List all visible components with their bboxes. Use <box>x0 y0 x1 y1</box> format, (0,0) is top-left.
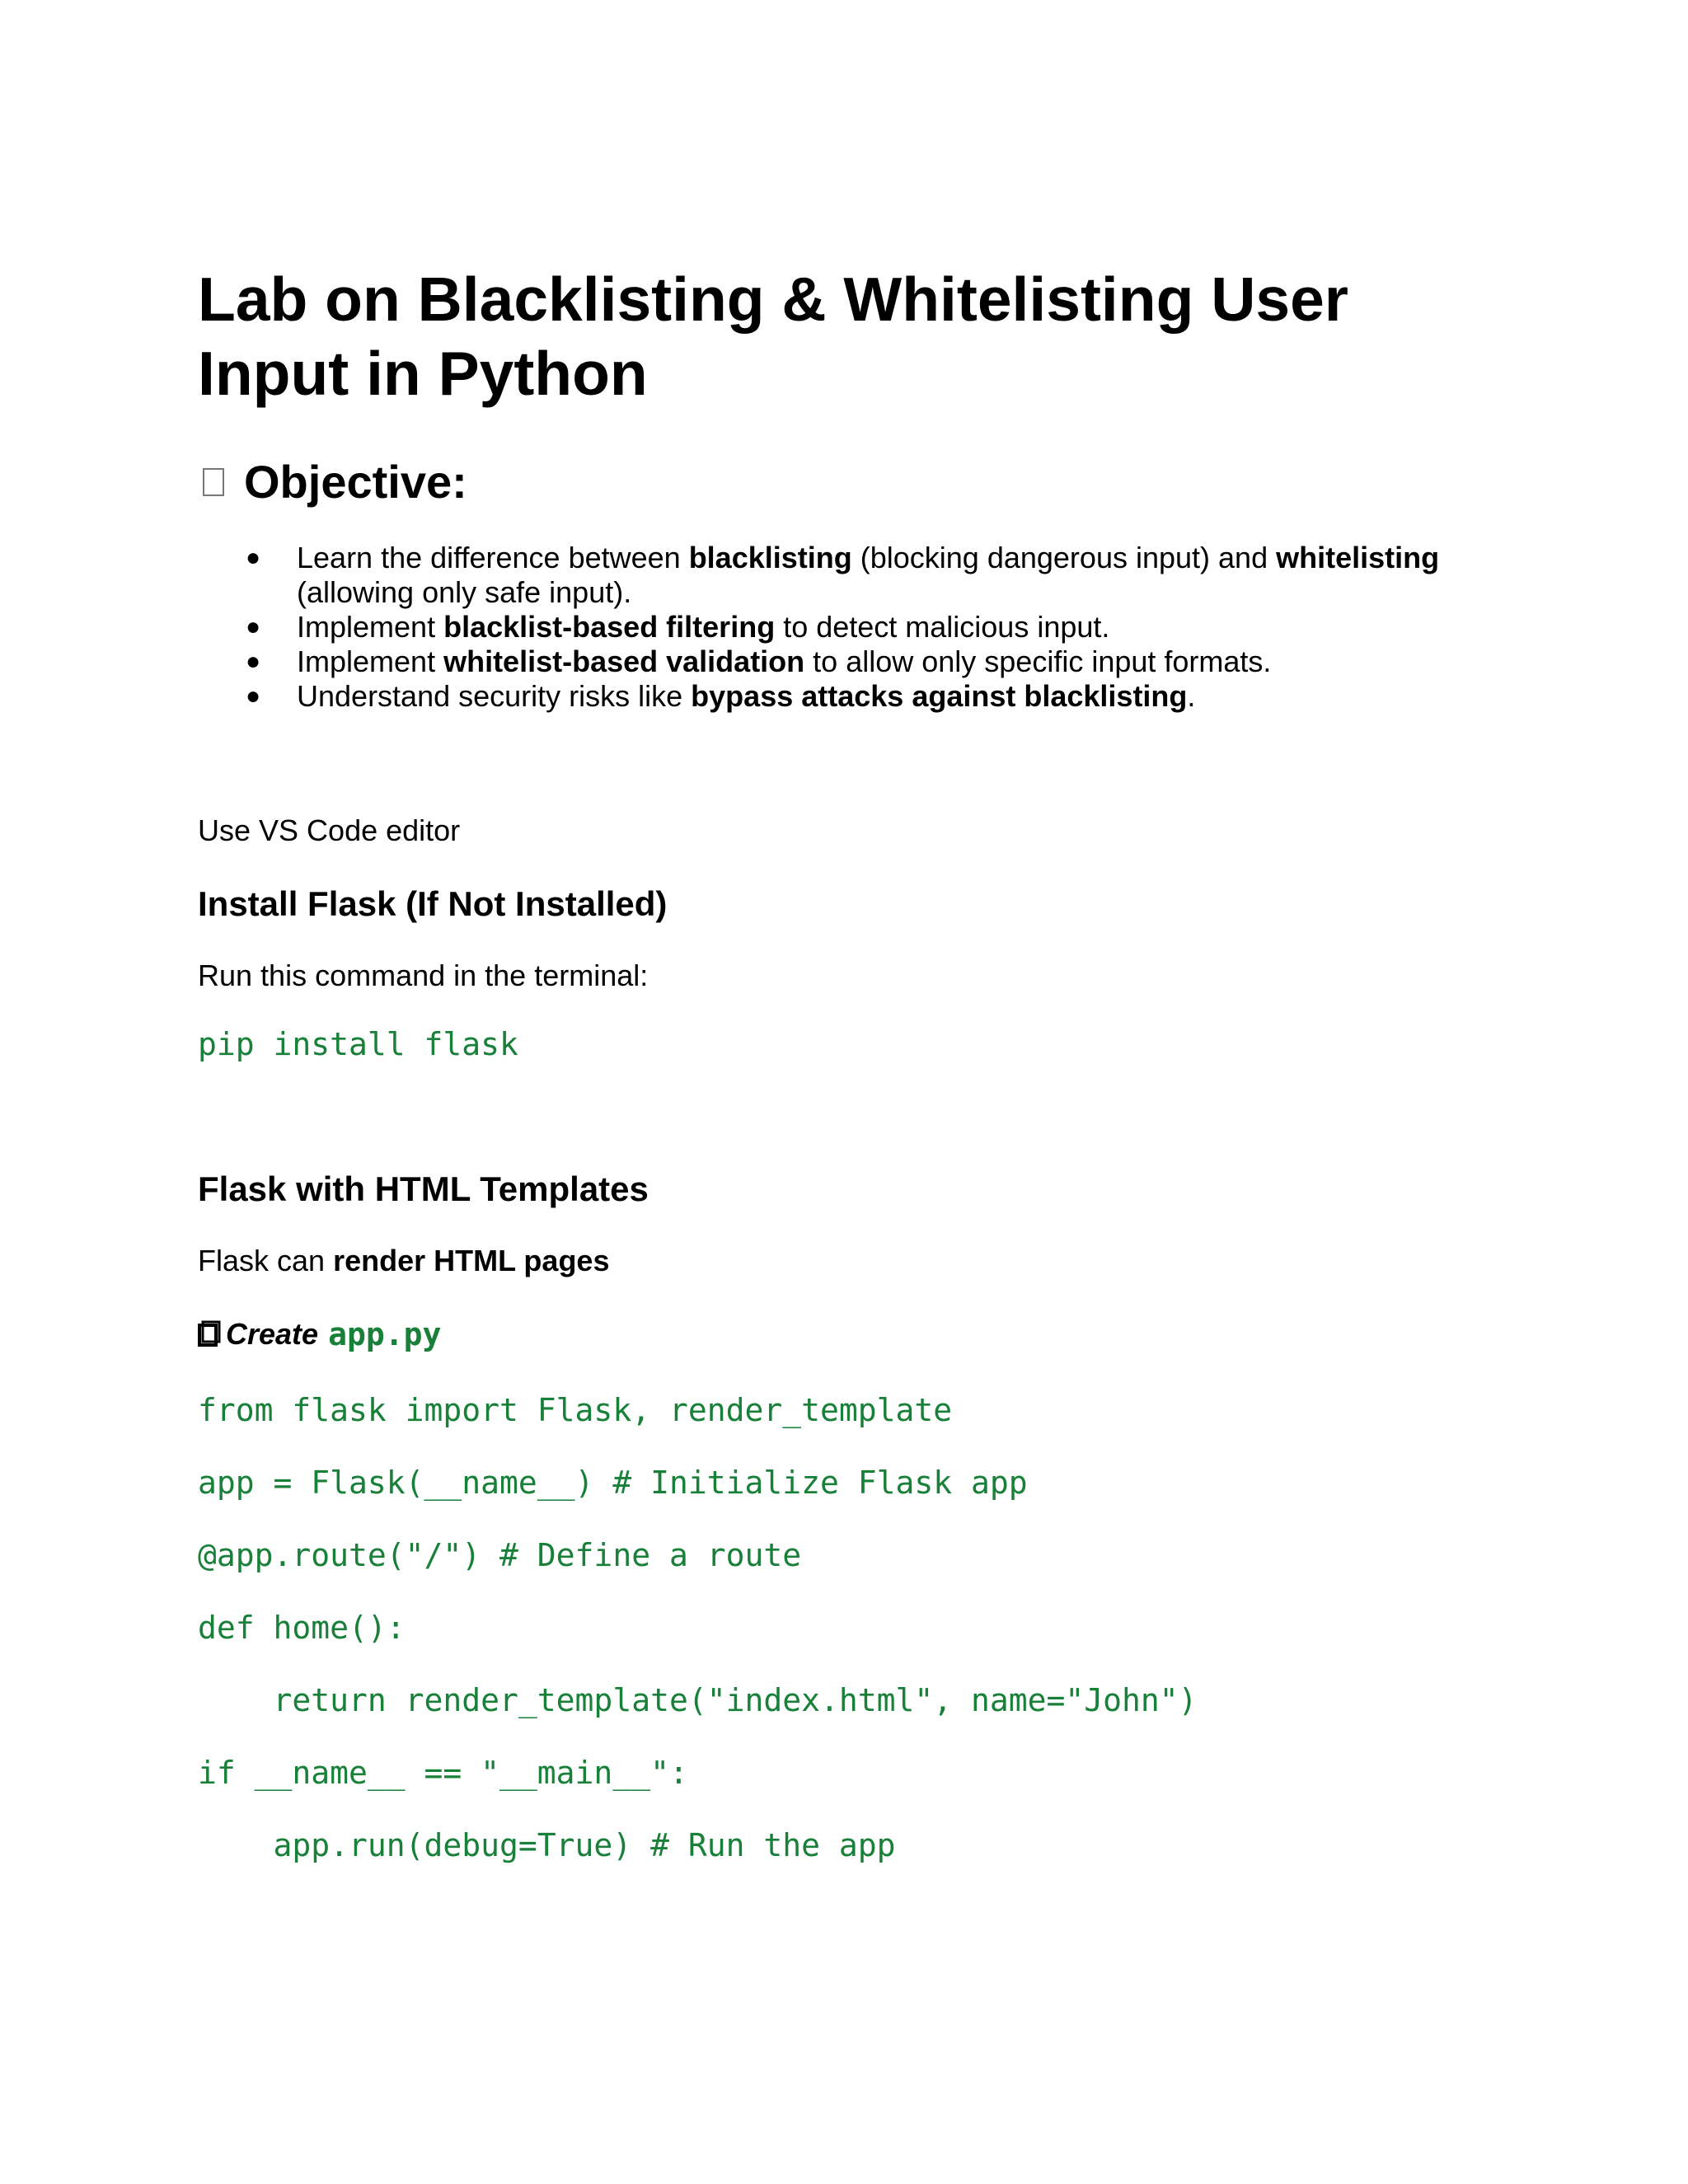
document-title: Lab on Blacklisting & Whitelisting User Input in Python <box>198 265 1348 408</box>
objective-heading <box>198 455 467 509</box>
bullet-text: to allow only specific input formats. <box>804 644 1272 678</box>
create-file-line <box>198 1315 441 1353</box>
objective-list-item <box>246 610 1482 644</box>
install-instruction: Run this command in the terminal: <box>198 958 649 992</box>
objective-list-item <box>246 644 1482 679</box>
templates-heading: Flask with HTML Templates <box>198 1169 649 1208</box>
bullet-text: Understand security risks like <box>297 679 692 713</box>
bullet-bold-text: blacklist-based filtering <box>443 610 776 644</box>
editor-note: Use VS Code editor <box>198 813 461 847</box>
code-line: from flask import Flask, render_template <box>198 1392 953 1428</box>
file-icon <box>198 1320 223 1348</box>
bullet-text: Learn the difference between <box>297 541 689 574</box>
install-command: pip install flask <box>198 1026 518 1062</box>
code-line: if __name__ == "__main__": <box>198 1755 688 1791</box>
create-label: Create <box>226 1317 319 1351</box>
templates-intro <box>198 1243 609 1279</box>
checkbox-icon <box>203 468 224 496</box>
bullet-text: Implement <box>297 610 444 644</box>
objective-list-item <box>246 679 1482 714</box>
bullet-bold-text: blacklisting <box>688 541 852 574</box>
bullet-marker: ● <box>246 613 261 640</box>
bullet-bold-text: bypass attacks against blacklisting <box>691 679 1188 713</box>
bullet-text: Implement <box>297 644 444 678</box>
bullet-marker: ● <box>246 648 261 675</box>
bullet-text: (allowing only safe input). <box>297 575 632 609</box>
templates-intro-plain: Flask can <box>198 1244 334 1277</box>
bullet-text: (blocking dangerous input) and <box>851 541 1277 574</box>
templates-intro-bold: render HTML pages <box>333 1244 610 1277</box>
code-line: @app.route("/") # Define a route <box>198 1537 802 1573</box>
bullet-bold-text: whitelist-based validation <box>443 644 805 678</box>
code-line: def home(): <box>198 1610 406 1646</box>
objective-list <box>246 541 1482 714</box>
code-line: app = Flask(__name__) # Initialize Flask app <box>198 1465 1028 1501</box>
bullet-marker: ● <box>246 544 261 571</box>
objective-heading-text: Objective: <box>244 456 467 508</box>
code-line: return render_template("index.html", name="John") <box>198 1682 1198 1718</box>
bullet-bold-text: whitelisting <box>1276 541 1440 574</box>
bullet-text: . <box>1187 679 1196 713</box>
install-heading: Install Flask (If Not Installed) <box>198 884 668 923</box>
objective-list-item <box>246 541 1482 610</box>
bullet-text: to detect malicious input. <box>775 610 1110 644</box>
create-filename: app.py <box>328 1316 442 1352</box>
bullet-marker: ● <box>246 682 261 710</box>
code-line: app.run(debug=True) # Run the app <box>198 1827 896 1863</box>
